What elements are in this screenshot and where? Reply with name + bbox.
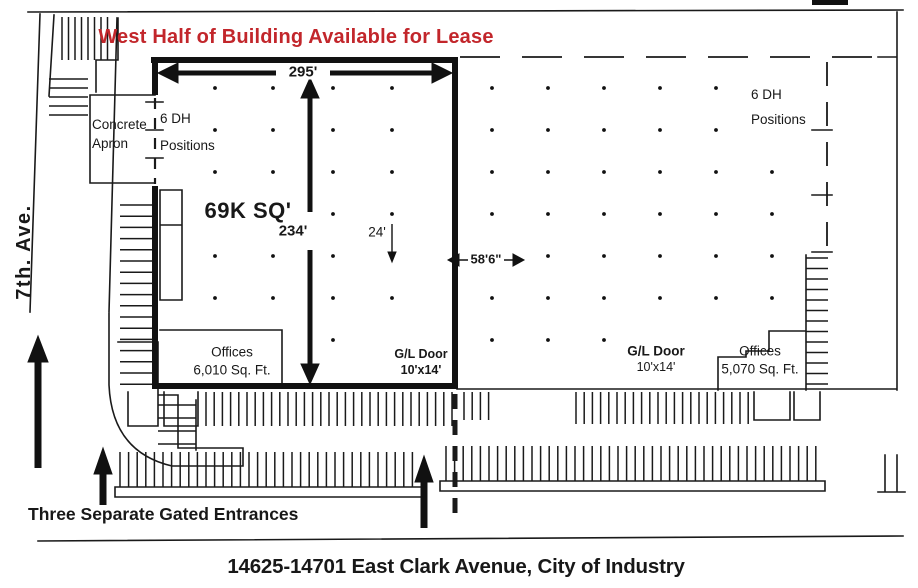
east-offices-label-line1: Offices [739, 343, 781, 359]
west-offices-label-line1: Offices [211, 344, 253, 360]
scan-edge-artifact [812, 0, 848, 5]
arrowhead-down-icon [301, 364, 319, 384]
east-dock-label-line1: 6 DH [751, 87, 782, 102]
west-gl-door-label-line2: 10'x14' [400, 362, 442, 377]
west-dock-label-line1: 6 DH [160, 111, 191, 126]
concrete-apron-label-line1: Concrete [92, 117, 147, 132]
bay-spacing-value: 58'6" [470, 251, 502, 267]
arrowhead-up-icon [301, 78, 319, 98]
east-gl-door-label-line1: G/L Door [627, 343, 685, 359]
depth-dimension-value: 234' [278, 222, 308, 240]
gate-arrowhead-1-icon [94, 448, 112, 474]
dimension-arrows [158, 63, 524, 384]
width-dimension-value: 295' [288, 63, 318, 81]
west-offices-label-line2: 6,010 Sq. Ft. [193, 362, 271, 378]
row-spacing-value: 24' [368, 224, 386, 240]
street-label: 7th. Ave. [13, 204, 35, 300]
arrowhead-left-icon [158, 63, 178, 83]
west-dock-label-line2: Positions [160, 138, 215, 153]
east-gl-door-label-line2: 10'x14' [636, 359, 676, 374]
address-caption: 14625-14701 East Clark Avenue, City of Industry [227, 554, 685, 578]
lease-area-size: 69K SQ' [204, 198, 292, 223]
small-arrowhead-right-icon [513, 254, 524, 266]
west-gl-door-label-line1: G/L Door [394, 346, 448, 361]
column-dots [213, 86, 774, 342]
gate-arrowhead-2-icon [415, 456, 433, 482]
lease-banner: West Half of Building Available for Lease [98, 26, 494, 48]
concrete-apron-label-line2: Apron [92, 136, 129, 151]
parking-stalls [49, 17, 828, 487]
arrowhead-right-icon [432, 63, 452, 83]
east-dock-label-line2: Positions [751, 112, 806, 127]
east-offices-label-line2: 5,070 Sq. Ft. [721, 361, 799, 377]
street-arrowhead-icon [28, 336, 48, 362]
gated-entrances-label: Three Separate Gated Entrances [28, 504, 299, 524]
